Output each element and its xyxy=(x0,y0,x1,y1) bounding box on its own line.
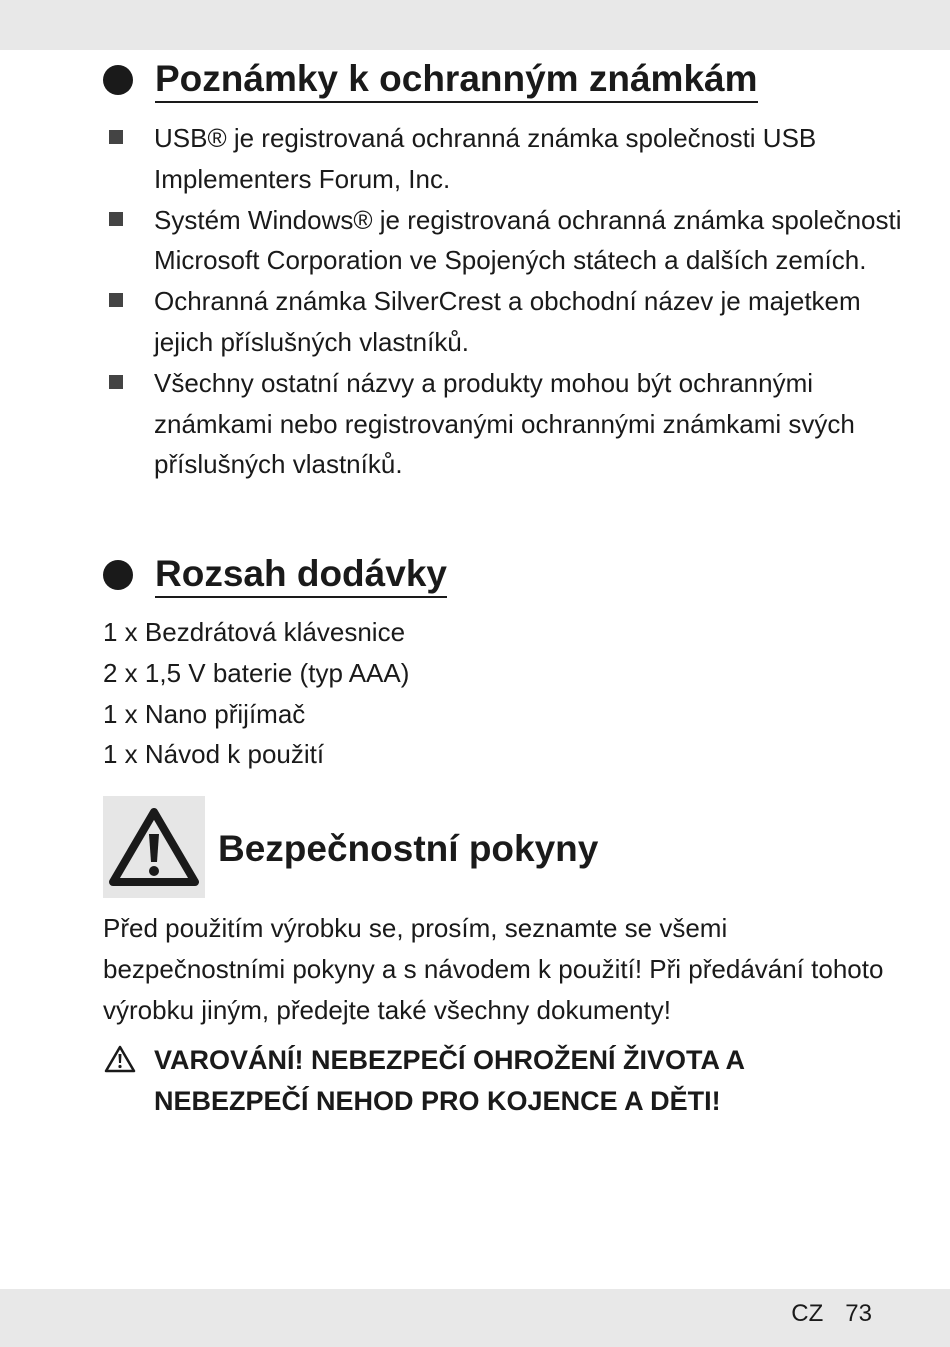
list-item xyxy=(103,363,903,485)
delivery-heading xyxy=(103,553,447,598)
safety-paragraph: Před použitím výrobku se, prosím, seznamte se všemi bezpečnostními pokyny a s návodem k použití! Při předávání tohoto výrobku jiným, předejte také všechny dokumenty! xyxy=(103,913,884,1025)
bullet-dot-icon xyxy=(103,560,133,590)
trademarks-title: Poznámky k ochranným známkám xyxy=(155,58,758,103)
list-item: 2 x 1,5 V baterie (typ AAA) xyxy=(103,657,410,688)
header-band xyxy=(0,0,950,50)
warning-small-icon xyxy=(103,1044,137,1074)
trademarks-heading xyxy=(103,58,758,103)
trademarks-list xyxy=(103,118,903,485)
warning-triangle-icon xyxy=(108,806,200,888)
list-item-text: USB® je registrovaná ochranná známka společnosti USB Implementers Forum, Inc. xyxy=(154,123,817,194)
list-item-text: Systém Windows® je registrovaná ochranná známka společnosti Microsoft Corporation ve Spojených státech a dalších zemích. xyxy=(154,204,902,276)
warning-block xyxy=(103,1040,903,1122)
square-bullet-icon xyxy=(109,375,123,389)
square-bullet-icon xyxy=(109,130,123,144)
list-item-text: Všechny ostatní názvy a produkty mohou být ochrannými známkami nebo registrovanými ochrannými známkami svých příslušných vlastníků. xyxy=(154,367,855,480)
page-footer xyxy=(791,1300,872,1328)
delivery-title: Rozsah dodávky xyxy=(155,553,447,598)
warning-text: VAROVÁNÍ! NEBEZPEČÍ OHROŽENÍ ŽIVOTA A NEBEZPEČÍ NEHOD PRO KOJENCE A DĚTI! xyxy=(154,1045,745,1116)
list-item: 1 x Návod k použití xyxy=(103,739,325,770)
list-item xyxy=(103,281,903,363)
footer-language: CZ xyxy=(791,1300,824,1327)
list-item: 1 x Bezdrátová klávesnice xyxy=(103,617,406,647)
list-item xyxy=(103,118,903,200)
list-item: 1 x Nano přijímač xyxy=(103,698,306,729)
square-bullet-icon xyxy=(109,212,123,226)
safety-title: Bezpečnostní pokyny xyxy=(218,828,599,869)
bullet-dot-icon xyxy=(103,65,133,95)
list-item-text: Ochranná známka SilverCrest a obchodní název je majetkem jejich příslušných vlastníků. xyxy=(154,286,861,357)
warning-sign-box xyxy=(103,796,205,898)
square-bullet-icon xyxy=(109,293,123,307)
delivery-list xyxy=(103,612,409,775)
list-item xyxy=(103,200,903,282)
page-number: 73 xyxy=(845,1300,872,1327)
